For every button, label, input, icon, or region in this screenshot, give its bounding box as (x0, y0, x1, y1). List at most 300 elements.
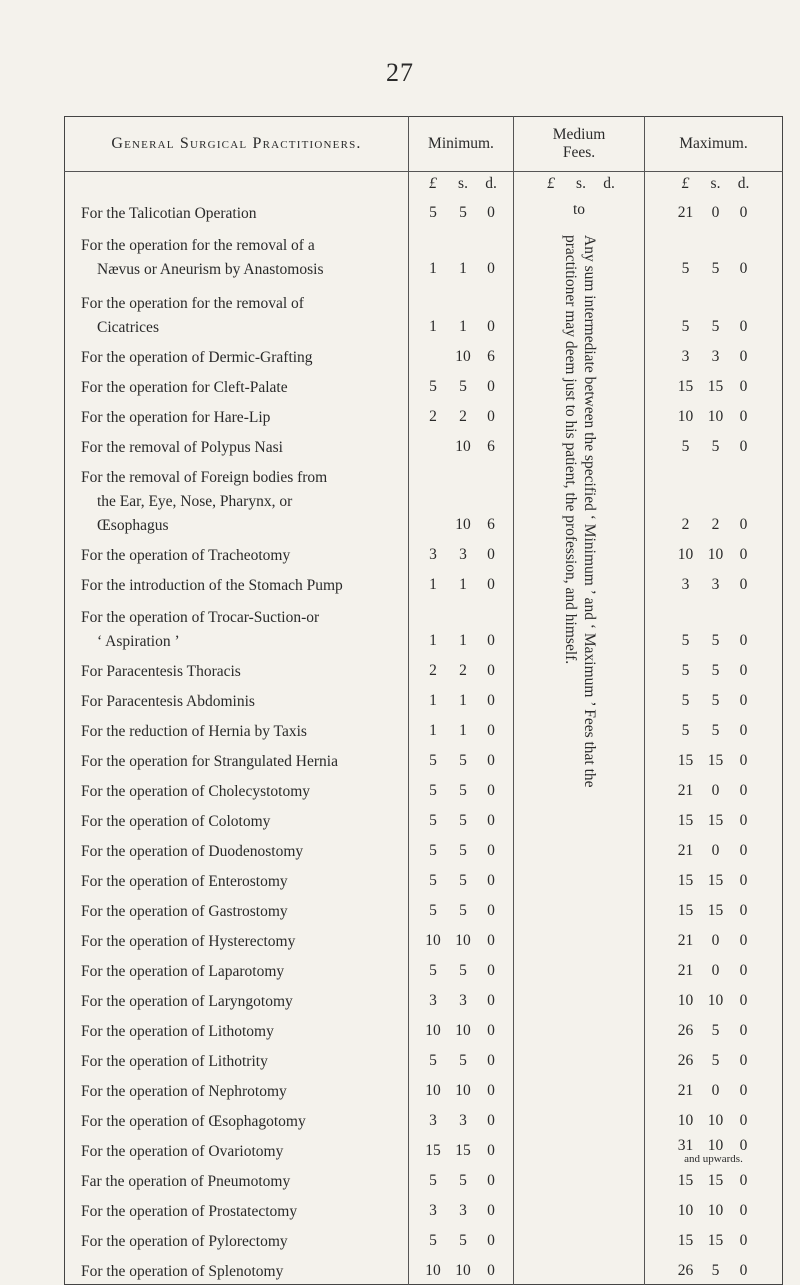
min-pounds: 5 (429, 1052, 437, 1069)
min-pence: 0 (487, 992, 495, 1009)
operation-name-line: For Paracentesis Thoracis (81, 663, 241, 680)
min-pounds: 1 (429, 722, 437, 739)
min-pounds: 3 (429, 1112, 437, 1129)
fee-row (65, 714, 783, 744)
min-pence: 0 (487, 812, 495, 829)
unit-pound: £ (681, 175, 690, 192)
min-pence: 0 (487, 722, 495, 739)
fee-row (65, 197, 783, 226)
operation-name (65, 1224, 409, 1254)
fee-row (65, 282, 783, 340)
max-pounds: 15 (677, 902, 694, 919)
operation-name (65, 430, 409, 460)
min-fee-cell (409, 954, 514, 984)
min-fee-cell (409, 340, 514, 370)
operation-name-line: the Ear, Eye, Nose, Pharynx, or (97, 493, 293, 510)
max-pence: 0 (739, 408, 748, 425)
min-pounds: 10 (425, 1022, 441, 1039)
medium-to-text: to (572, 201, 586, 218)
fee-row (65, 894, 783, 924)
fee-row (65, 774, 783, 804)
operation-name (65, 282, 409, 340)
min-pence: 6 (487, 438, 495, 455)
min-pounds: 1 (429, 318, 437, 335)
max-shillings: 0 (711, 204, 720, 221)
min-shillings: 5 (459, 812, 467, 829)
fee-row (65, 400, 783, 430)
fee-row (65, 1044, 783, 1074)
max-shillings: 5 (711, 260, 720, 277)
operation-name-line: Nævus or Aneurism by Anastomosis (97, 261, 324, 278)
min-pounds: 3 (429, 1202, 437, 1219)
min-pence: 0 (487, 204, 495, 221)
min-pence: 0 (487, 902, 495, 919)
min-pounds: 5 (429, 872, 437, 889)
min-shillings: 5 (459, 378, 467, 395)
min-pence: 0 (487, 632, 495, 649)
max-pounds: 26 (677, 1261, 694, 1279)
min-shillings: 5 (459, 1052, 467, 1069)
max-pounds: 5 (681, 632, 690, 649)
min-pounds: 1 (429, 260, 437, 277)
fee-row (65, 1134, 783, 1164)
max-fee-cell (645, 924, 783, 954)
max-pence: 0 (739, 1232, 748, 1249)
min-shillings: 2 (459, 408, 467, 425)
min-pence: 0 (487, 1232, 495, 1249)
min-pounds: 5 (429, 1232, 437, 1249)
max-fee-cell (645, 538, 783, 568)
max-fee-cell (645, 834, 783, 864)
operation-name-line: For the operation of Laparotomy (81, 963, 285, 980)
min-pounds: 5 (429, 782, 437, 799)
min-shillings: 1 (459, 692, 467, 709)
operation-name (65, 1254, 409, 1284)
min-pence: 0 (487, 1172, 495, 1189)
max-fee-cell (645, 1194, 783, 1224)
operation-name-line: For the operation of Trocar-Suction-or (81, 609, 320, 626)
min-pounds: 15 (425, 1142, 441, 1159)
max-shillings: 5 (711, 662, 720, 679)
operation-name (65, 538, 409, 568)
operation-name (65, 804, 409, 834)
unit-pence: d. (485, 175, 497, 192)
fee-row (65, 954, 783, 984)
min-fee-cell (409, 834, 514, 864)
min-shillings: 10 (455, 438, 471, 455)
max-shillings: 5 (711, 318, 720, 335)
max-shillings: 15 (707, 752, 724, 769)
operation-name (65, 924, 409, 954)
min-fee-cell (409, 370, 514, 400)
max-shillings: 3 (711, 576, 720, 593)
header-medium-line1: Medium (552, 126, 606, 143)
fee-row (65, 984, 783, 1014)
max-pence: 0 (739, 1022, 748, 1039)
max-fee-cell (645, 282, 783, 340)
max-pounds: 2 (681, 516, 690, 533)
min-pounds: 10 (425, 932, 441, 949)
unit-med (514, 172, 645, 198)
min-pounds (418, 435, 448, 459)
operation-name (65, 1044, 409, 1074)
min-pence: 0 (487, 1142, 495, 1159)
header-medium (514, 117, 645, 172)
max-shillings: 10 (707, 992, 724, 1009)
max-fee-cell (645, 1104, 783, 1134)
max-pounds: 15 (677, 378, 694, 395)
operation-name-line: For the operation of Œsophagotomy (81, 1113, 306, 1130)
max-fee-cell (645, 598, 783, 654)
operation-name-line: For the Talicotian Operation (81, 205, 257, 222)
operation-name-line: For the operation of Nephrotomy (81, 1083, 287, 1100)
max-fee-cell (645, 804, 783, 834)
max-shillings: 10 (707, 408, 724, 425)
operation-name (65, 1134, 409, 1164)
max-pence: 0 (739, 318, 748, 335)
min-shillings: 1 (459, 318, 467, 335)
min-pence: 0 (487, 872, 495, 889)
min-shillings: 3 (459, 1112, 467, 1129)
max-fee-cell (645, 430, 783, 460)
max-fee-cell (645, 197, 783, 226)
max-pence: 0 (739, 576, 748, 593)
operation-name (65, 984, 409, 1014)
operation-name-line: Far the operation of Pneumotomy (81, 1173, 291, 1190)
min-pounds: 5 (429, 962, 437, 979)
min-fee-cell (409, 1254, 514, 1284)
min-pounds: 3 (429, 546, 437, 563)
max-pence: 0 (739, 842, 748, 859)
operation-name-line: Cicatrices (97, 319, 159, 336)
min-fee-cell (409, 774, 514, 804)
max-pounds: 15 (677, 1232, 694, 1249)
min-fee-cell (409, 1224, 514, 1254)
min-shillings: 5 (459, 782, 467, 799)
min-fee-cell (409, 568, 514, 598)
min-shillings: 3 (459, 1202, 467, 1219)
max-shillings: 5 (711, 692, 720, 709)
operation-name-line: For the operation of Ovariotomy (81, 1143, 284, 1160)
min-shillings: 5 (459, 752, 467, 769)
max-shillings: 5 (711, 1052, 720, 1069)
max-pounds: 26 (677, 1022, 694, 1039)
max-pounds: 15 (677, 872, 694, 889)
min-pounds: 5 (429, 812, 437, 829)
medium-fees-note-line: Any sum intermediate between the specified ‘ Minimum ’ and ‘ Maximum ’ Fees that the (581, 235, 598, 788)
min-shillings: 5 (459, 902, 467, 919)
max-pounds: 3 (681, 576, 690, 593)
max-pence: 0 (739, 812, 748, 829)
max-pounds: 15 (677, 812, 694, 829)
min-fee-cell (409, 804, 514, 834)
max-pence: 0 (739, 992, 748, 1009)
min-pounds: 5 (429, 204, 437, 221)
operation-name-line: Œsophagus (97, 517, 169, 534)
min-pounds: 1 (429, 632, 437, 649)
fee-row (65, 804, 783, 834)
max-fee-cell (645, 226, 783, 282)
operation-name-line: For the operation of Enterostomy (81, 873, 288, 890)
min-pounds (418, 513, 448, 537)
min-pounds: 10 (425, 1082, 441, 1099)
operation-name-line: For the introduction of the Stomach Pump (81, 577, 343, 594)
min-pence: 0 (487, 1202, 495, 1219)
max-pounds: 21 (677, 842, 694, 859)
min-fee-cell (409, 1194, 514, 1224)
operation-name (65, 1104, 409, 1134)
max-pounds: 15 (677, 752, 694, 769)
max-pence: 0 (739, 516, 748, 533)
min-pence: 0 (487, 782, 495, 799)
min-shillings: 5 (459, 1232, 467, 1249)
min-pence: 0 (487, 1112, 495, 1129)
operation-name (65, 340, 409, 370)
max-fee-cell (645, 1164, 783, 1194)
fee-row (65, 1104, 783, 1134)
max-shillings: 0 (711, 782, 720, 799)
max-fee-cell (645, 400, 783, 430)
max-pounds: 26 (677, 1052, 694, 1069)
unit-shilling: s. (458, 175, 468, 192)
min-pence: 0 (487, 692, 495, 709)
header-row (65, 117, 783, 172)
max-shillings: 10 (707, 1112, 724, 1129)
min-shillings: 5 (459, 842, 467, 859)
operation-name (65, 654, 409, 684)
max-fee-cell (645, 568, 783, 598)
max-pounds: 10 (677, 546, 694, 563)
fee-table (64, 116, 783, 1285)
fee-row (65, 684, 783, 714)
unit-min (409, 172, 514, 198)
max-shillings: 15 (707, 378, 724, 395)
operation-name (65, 954, 409, 984)
operation-name (65, 774, 409, 804)
max-pence: 0 (739, 692, 748, 709)
max-shillings: 0 (711, 842, 720, 859)
min-shillings: 1 (459, 722, 467, 739)
operation-name-line: For the operation of Gastrostomy (81, 903, 288, 920)
fee-row (65, 744, 783, 774)
min-fee-cell (409, 714, 514, 744)
fee-row (65, 1014, 783, 1044)
min-pounds: 10 (425, 1261, 441, 1279)
operation-name-line: For the operation of Colotomy (81, 813, 271, 830)
max-fee-cell (645, 654, 783, 684)
max-pounds: 21 (677, 204, 694, 221)
min-pence: 0 (487, 1022, 495, 1039)
min-shillings: 5 (459, 1172, 467, 1189)
fee-row (65, 864, 783, 894)
operation-name (65, 1074, 409, 1104)
operation-name (65, 197, 409, 226)
max-shillings: 0 (711, 1082, 720, 1099)
max-shillings: 5 (711, 1261, 720, 1279)
fee-row (65, 834, 783, 864)
operation-name-line: For the operation of Laryngotomy (81, 993, 293, 1010)
min-pounds: 5 (429, 752, 437, 769)
min-shillings: 3 (459, 546, 467, 563)
min-fee-cell (409, 1074, 514, 1104)
min-fee-cell (409, 864, 514, 894)
max-pounds: 10 (677, 408, 694, 425)
operation-name-line: For the removal of Foreign bodies from (81, 469, 328, 486)
operation-name-line: For the operation for the removal of a (81, 237, 315, 254)
min-pence: 0 (487, 1082, 495, 1099)
min-fee-cell (409, 1044, 514, 1074)
header-name (65, 117, 409, 172)
max-fee-cell (645, 774, 783, 804)
fee-row (65, 538, 783, 568)
operation-name (65, 400, 409, 430)
operation-name-line: For Paracentesis Abdominis (81, 693, 255, 710)
min-fee-cell (409, 894, 514, 924)
max-pence: 0 (739, 902, 748, 919)
operation-name-line: ‘ Aspiration ’ (97, 633, 180, 650)
min-shillings: 1 (459, 260, 467, 277)
operation-name (65, 834, 409, 864)
max-pence: 0 (739, 438, 748, 455)
operation-name-line: For the reduction of Hernia by Taxis (81, 723, 307, 740)
min-pence: 0 (487, 932, 495, 949)
min-shillings: 10 (455, 1261, 471, 1279)
fee-row (65, 924, 783, 954)
min-pounds: 5 (429, 378, 437, 395)
min-pence: 0 (487, 1052, 495, 1069)
max-pounds: 5 (681, 662, 690, 679)
max-pounds: 10 (677, 1112, 694, 1129)
min-pence: 0 (487, 318, 495, 335)
fee-row (65, 568, 783, 598)
max-pence: 0 (739, 1082, 748, 1099)
max-fee-cell (645, 1134, 783, 1164)
max-pence: 0 (739, 378, 748, 395)
min-fee-cell (409, 282, 514, 340)
min-pence: 0 (487, 1261, 495, 1279)
fee-row (65, 1224, 783, 1254)
min-fee-cell (409, 654, 514, 684)
max-shillings: 5 (711, 1022, 720, 1039)
fee-row (65, 430, 783, 460)
operation-name-line: For the operation of Hysterectomy (81, 933, 296, 950)
min-fee-cell (409, 538, 514, 568)
operation-name (65, 370, 409, 400)
operation-name (65, 598, 409, 654)
max-pence: 0 (739, 204, 748, 221)
fee-row (65, 460, 783, 538)
operation-name (65, 568, 409, 598)
min-fee-cell (409, 684, 514, 714)
max-fee-cell (645, 1044, 783, 1074)
max-shillings: 10 (707, 546, 724, 563)
min-pence: 0 (487, 408, 495, 425)
min-pounds: 5 (429, 902, 437, 919)
max-fee-cell (645, 370, 783, 400)
operation-name (65, 894, 409, 924)
fee-row (65, 340, 783, 370)
max-fee-cell (645, 744, 783, 774)
min-fee-cell (409, 1164, 514, 1194)
fee-row (65, 226, 783, 282)
header-medium-line2: Fees. (562, 144, 596, 161)
header-name-label: General Surgical Practitioners. (111, 135, 362, 152)
min-shillings: 5 (459, 204, 467, 221)
operation-name (65, 1194, 409, 1224)
max-shillings: 15 (707, 1172, 724, 1189)
min-pence: 6 (487, 348, 495, 365)
min-shillings: 5 (459, 962, 467, 979)
unit-pound: £ (547, 175, 555, 192)
header-minimum: Minimum. (409, 117, 514, 172)
max-shillings: 15 (707, 812, 724, 829)
max-fee-cell (645, 894, 783, 924)
medium-fees-note-cell (514, 197, 645, 1284)
max-pence: 0 (739, 348, 748, 365)
operation-name (65, 226, 409, 282)
min-pounds: 2 (429, 408, 437, 425)
min-shillings: 10 (455, 1022, 471, 1039)
min-pence: 0 (487, 962, 495, 979)
operation-name (65, 1164, 409, 1194)
max-pence: 0 (739, 1052, 748, 1069)
max-pounds: 5 (681, 438, 690, 455)
min-shillings: 10 (455, 516, 471, 533)
max-fee-cell (645, 340, 783, 370)
max-pounds: 5 (681, 722, 690, 739)
min-shillings: 10 (455, 348, 471, 365)
operation-name (65, 714, 409, 744)
min-pence: 0 (487, 662, 495, 679)
min-shillings: 1 (459, 576, 467, 593)
fee-row (65, 1254, 783, 1284)
max-pence: 0 (739, 752, 748, 769)
max-shillings: 5 (711, 722, 720, 739)
fee-row (65, 1074, 783, 1104)
medium-fees-note-line: practitioner may deem just to his patient, the profession, and himself. (562, 235, 579, 665)
min-fee-cell (409, 1104, 514, 1134)
max-pounds: 15 (677, 1172, 694, 1189)
max-pence: 0 (739, 260, 748, 277)
operation-name-line: For the operation for Cleft-Palate (81, 379, 288, 396)
min-pence: 0 (487, 576, 495, 593)
operation-name (65, 684, 409, 714)
max-shillings: 2 (711, 516, 720, 533)
page-number: 27 (386, 58, 414, 87)
max-shillings: 10 (707, 1137, 724, 1154)
min-fee-cell (409, 197, 514, 226)
min-fee-cell (409, 598, 514, 654)
min-pounds: 5 (429, 1172, 437, 1189)
operation-name-line: For the operation for the removal of (81, 295, 304, 312)
min-pence: 0 (487, 546, 495, 563)
max-pence: 0 (739, 662, 748, 679)
min-fee-cell (409, 1134, 514, 1164)
max-fee-cell (645, 1074, 783, 1104)
max-pounds: 5 (681, 692, 690, 709)
min-pence: 0 (487, 752, 495, 769)
min-fee-cell (409, 744, 514, 774)
unit-shilling: s. (576, 175, 586, 192)
operation-name-line: For the operation of Pylorectomy (81, 1233, 288, 1250)
medium-fees-note (559, 235, 599, 788)
min-shillings: 15 (455, 1142, 471, 1159)
min-shillings: 10 (455, 932, 471, 949)
fee-row (65, 1194, 783, 1224)
max-pence: 0 (739, 1112, 748, 1129)
min-pounds: 3 (429, 992, 437, 1009)
min-fee-cell (409, 430, 514, 460)
